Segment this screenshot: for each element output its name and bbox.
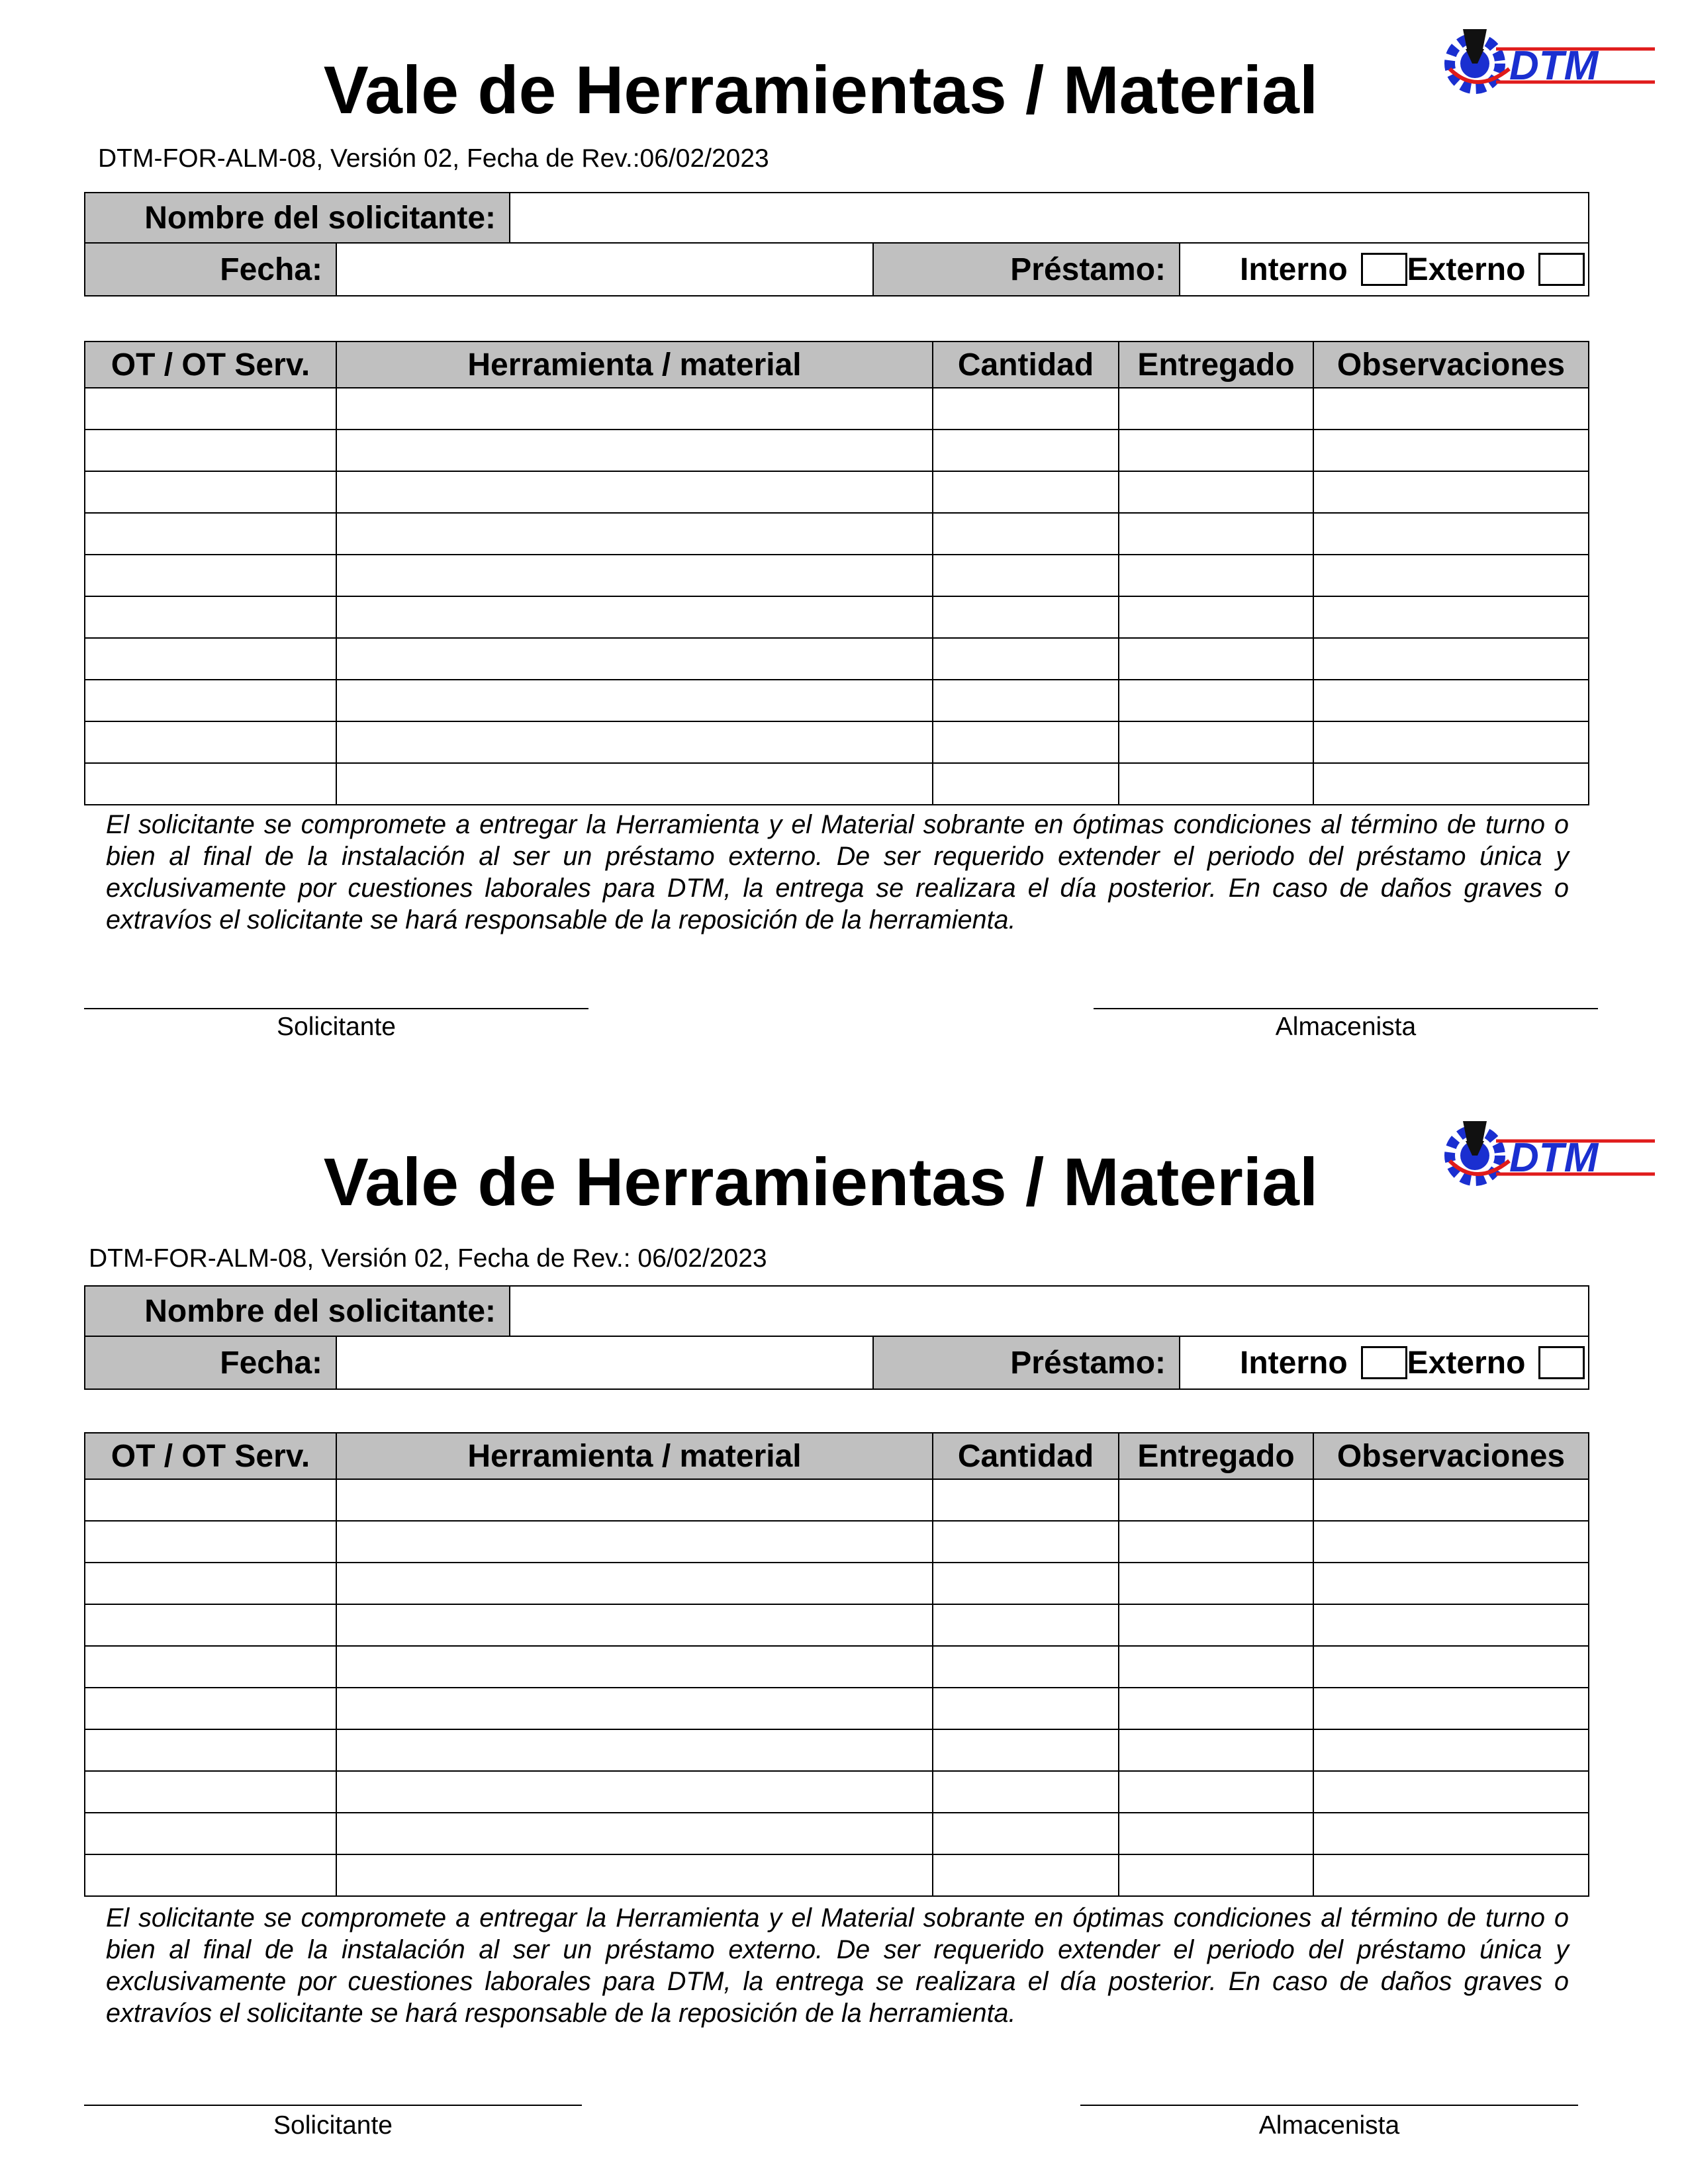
items-table [84, 341, 1589, 805]
form-title: Vale de Herramientas / Material [323, 52, 1319, 128]
tool-material-cell[interactable] [336, 1479, 933, 1521]
table-row [85, 1479, 1589, 1521]
tool-material-cell[interactable] [336, 1813, 933, 1854]
storekeeper-signature-line[interactable] [1080, 2105, 1578, 2106]
table-row [85, 388, 1589, 430]
items-table [84, 1432, 1589, 1897]
ot-cell[interactable] [85, 721, 336, 763]
tool-material-cell[interactable] [336, 680, 933, 721]
delivered-cell[interactable] [1119, 1563, 1313, 1604]
quantity-cell[interactable] [933, 763, 1119, 805]
ot-cell[interactable] [85, 763, 336, 805]
table-row [85, 1729, 1589, 1771]
observations-cell[interactable] [1313, 1771, 1589, 1813]
delivered-cell[interactable] [1119, 596, 1313, 638]
table-row [85, 430, 1589, 471]
delivered-cell[interactable] [1119, 513, 1313, 555]
delivered-cell[interactable] [1119, 1854, 1313, 1896]
delivered-cell[interactable] [1119, 1771, 1313, 1813]
table-row [85, 1646, 1589, 1688]
column-header-observations: Observaciones [1313, 1433, 1589, 1479]
ot-cell[interactable] [85, 1729, 336, 1771]
column-header-delivered: Entregado [1119, 1433, 1313, 1479]
storekeeper-signature-line[interactable] [1094, 1008, 1598, 1009]
observations-cell[interactable] [1313, 596, 1589, 638]
date-field[interactable] [336, 243, 873, 296]
quantity-cell[interactable] [933, 1604, 1119, 1646]
tool-material-cell[interactable] [336, 513, 933, 555]
ot-cell[interactable] [85, 471, 336, 513]
quantity-cell[interactable] [933, 1771, 1119, 1813]
delivered-cell[interactable] [1119, 1646, 1313, 1688]
observations-cell[interactable] [1313, 555, 1589, 596]
delivered-cell[interactable] [1119, 388, 1313, 430]
tool-material-cell[interactable] [336, 1771, 933, 1813]
quantity-cell[interactable] [933, 680, 1119, 721]
quantity-cell[interactable] [933, 1646, 1119, 1688]
quantity-cell[interactable] [933, 1854, 1119, 1896]
item-rows [85, 388, 1589, 805]
ot-cell[interactable] [85, 1479, 336, 1521]
external-checkbox[interactable] [1538, 253, 1585, 286]
loan-type-options [1180, 243, 1589, 296]
document-code: DTM-FOR-ALM-08, Versión 02, Fecha de Rev.:06/02/2023 [98, 144, 769, 173]
storekeeper-signature-label: Almacenista [1275, 1013, 1417, 1041]
quantity-cell[interactable] [933, 721, 1119, 763]
quantity-cell[interactable] [933, 430, 1119, 471]
table-row [85, 1854, 1589, 1896]
item-rows [85, 1479, 1589, 1896]
requester-signature-label: Solicitante [273, 2111, 393, 2140]
observations-cell[interactable] [1313, 513, 1589, 555]
column-header-delivered: Entregado [1119, 341, 1313, 388]
quantity-cell[interactable] [933, 513, 1119, 555]
disclaimer-text: El solicitante se compromete a entregar la Herramienta y el Material sobrante en óptimas condiciones al término de turno o bien al final de la instalación al ser un préstamo externo. De ser requerido extender el periodo del préstamo única y exclusivamente por cuestiones laborales para DTM, la entrega se realizara el día posterior. En caso de daños graves o extravíos el solicitante se hará responsable de la reposición de la herramienta. [106, 1903, 1569, 2028]
svg-text:DTM: DTM [1509, 43, 1599, 89]
ot-cell[interactable] [85, 1646, 336, 1688]
ot-cell[interactable] [85, 1604, 336, 1646]
observations-cell[interactable] [1313, 1521, 1589, 1563]
tool-material-cell[interactable] [336, 430, 933, 471]
ot-cell[interactable] [85, 596, 336, 638]
requester-info-table [84, 192, 1589, 296]
delivered-cell[interactable] [1119, 1729, 1313, 1771]
tool-material-cell[interactable] [336, 1646, 933, 1688]
date-label: Fecha: [85, 243, 336, 296]
disclaimer-text: El solicitante se compromete a entregar la Herramienta y el Material sobrante en óptimas condiciones al término de turno o bien al final de la instalación al ser un préstamo externo. De ser requerido extender el periodo del préstamo única y exclusivamente por cuestiones laborales para DTM, la entrega se realizara el día posterior. En caso de daños graves o extravíos el solicitante se hará responsable de la reposición de la herramienta. [106, 810, 1569, 934]
ot-cell[interactable] [85, 555, 336, 596]
external-option [1407, 251, 1585, 288]
ot-cell[interactable] [85, 638, 336, 680]
table-row [85, 555, 1589, 596]
delivered-cell[interactable] [1119, 1688, 1313, 1729]
internal-option [1240, 251, 1407, 288]
document-code: DTM-FOR-ALM-08, Versión 02, Fecha de Rev.: 06/02/2023 [89, 1244, 767, 1273]
column-header-quantity: Cantidad [933, 341, 1119, 388]
observations-cell[interactable] [1313, 1563, 1589, 1604]
quantity-cell[interactable] [933, 596, 1119, 638]
observations-cell[interactable] [1313, 1604, 1589, 1646]
table-row [85, 763, 1589, 805]
quantity-cell[interactable] [933, 1729, 1119, 1771]
delivered-cell[interactable] [1119, 721, 1313, 763]
requester-name-field[interactable] [510, 193, 1589, 243]
quantity-cell[interactable] [933, 1479, 1119, 1521]
table-row [85, 680, 1589, 721]
observations-cell[interactable] [1313, 1479, 1589, 1521]
observations-cell[interactable] [1313, 1688, 1589, 1729]
external-label: Externo [1407, 251, 1526, 287]
tool-material-cell[interactable] [336, 596, 933, 638]
table-row [85, 513, 1589, 555]
table-row [85, 1813, 1589, 1854]
observations-cell[interactable] [1313, 1729, 1589, 1771]
quantity-cell[interactable] [933, 638, 1119, 680]
observations-cell[interactable] [1313, 471, 1589, 513]
date-field[interactable] [336, 1336, 873, 1389]
delivered-cell[interactable] [1119, 430, 1313, 471]
loan-label: Préstamo: [873, 1336, 1180, 1389]
table-row [85, 1563, 1589, 1604]
ot-cell[interactable] [85, 1563, 336, 1604]
table-row [85, 638, 1589, 680]
tool-material-cell[interactable] [336, 388, 933, 430]
table-row [85, 1521, 1589, 1563]
voucher-form [0, 1092, 1688, 2177]
column-header-tool-material: Herramienta / material [336, 341, 933, 388]
tool-material-cell[interactable] [336, 1563, 933, 1604]
external-option [1407, 1345, 1585, 1381]
column-header-tool-material: Herramienta / material [336, 1433, 933, 1479]
ot-cell[interactable] [85, 513, 336, 555]
tool-material-cell[interactable] [336, 1854, 933, 1896]
requester-name-label: Nombre del solicitante: [85, 1286, 510, 1336]
delivered-cell[interactable] [1119, 1604, 1313, 1646]
observations-cell[interactable] [1313, 1646, 1589, 1688]
internal-checkbox[interactable] [1361, 1346, 1407, 1379]
quantity-cell[interactable] [933, 555, 1119, 596]
table-row [85, 1771, 1589, 1813]
quantity-cell[interactable] [933, 1813, 1119, 1854]
tool-material-cell[interactable] [336, 638, 933, 680]
column-header-observations: Observaciones [1313, 341, 1589, 388]
delivered-cell[interactable] [1119, 1479, 1313, 1521]
tool-material-cell[interactable] [336, 721, 933, 763]
table-row [85, 596, 1589, 638]
ot-cell[interactable] [85, 1688, 336, 1729]
delivered-cell[interactable] [1119, 555, 1313, 596]
tool-material-cell[interactable] [336, 1604, 933, 1646]
observations-cell[interactable] [1313, 388, 1589, 430]
date-label: Fecha: [85, 1336, 336, 1389]
tool-material-cell[interactable] [336, 763, 933, 805]
delivered-cell[interactable] [1119, 680, 1313, 721]
delivered-cell[interactable] [1119, 638, 1313, 680]
form-title: Vale de Herramientas / Material [323, 1144, 1319, 1220]
ot-cell[interactable] [85, 680, 336, 721]
tool-material-cell[interactable] [336, 1688, 933, 1729]
delivered-cell[interactable] [1119, 471, 1313, 513]
table-row [85, 471, 1589, 513]
observations-cell[interactable] [1313, 763, 1589, 805]
table-row [85, 1688, 1589, 1729]
tool-material-cell[interactable] [336, 471, 933, 513]
observations-cell[interactable] [1313, 1854, 1589, 1896]
requester-info-table [84, 1285, 1589, 1390]
voucher-form [0, 0, 1688, 1085]
internal-checkbox[interactable] [1361, 253, 1407, 286]
observations-cell[interactable] [1313, 680, 1589, 721]
loan-type-options [1180, 1336, 1589, 1389]
requester-name-field[interactable] [510, 1286, 1589, 1336]
observations-cell[interactable] [1313, 1813, 1589, 1854]
table-row [85, 1604, 1589, 1646]
requester-name-label: Nombre del solicitante: [85, 193, 510, 243]
internal-label: Interno [1240, 251, 1348, 287]
quantity-cell[interactable] [933, 388, 1119, 430]
ot-cell[interactable] [85, 1771, 336, 1813]
observations-cell[interactable] [1313, 721, 1589, 763]
tool-material-cell[interactable] [336, 1729, 933, 1771]
loan-label: Préstamo: [873, 243, 1180, 296]
ot-cell[interactable] [85, 388, 336, 430]
quantity-cell[interactable] [933, 1563, 1119, 1604]
requester-signature-line[interactable] [84, 1008, 588, 1009]
storekeeper-signature-label: Almacenista [1258, 2111, 1400, 2140]
delivered-cell[interactable] [1119, 763, 1313, 805]
external-checkbox[interactable] [1538, 1346, 1585, 1379]
column-header-ot: OT / OT Serv. [85, 341, 336, 388]
requester-signature-label: Solicitante [277, 1013, 396, 1041]
ot-cell[interactable] [85, 430, 336, 471]
observations-cell[interactable] [1313, 430, 1589, 471]
tool-material-cell[interactable] [336, 555, 933, 596]
column-header-quantity: Cantidad [933, 1433, 1119, 1479]
requester-signature-line[interactable] [84, 2105, 582, 2106]
tool-material-cell[interactable] [336, 1521, 933, 1563]
internal-option [1240, 1345, 1407, 1381]
delivered-cell[interactable] [1119, 1521, 1313, 1563]
external-label: Externo [1407, 1345, 1526, 1381]
quantity-cell[interactable] [933, 471, 1119, 513]
ot-cell[interactable] [85, 1521, 336, 1563]
ot-cell[interactable] [85, 1854, 336, 1896]
quantity-cell[interactable] [933, 1521, 1119, 1563]
table-row [85, 721, 1589, 763]
delivered-cell[interactable] [1119, 1813, 1313, 1854]
quantity-cell[interactable] [933, 1688, 1119, 1729]
internal-label: Interno [1240, 1345, 1348, 1381]
ot-cell[interactable] [85, 1813, 336, 1854]
observations-cell[interactable] [1313, 638, 1589, 680]
column-header-ot: OT / OT Serv. [85, 1433, 336, 1479]
svg-text:DTM: DTM [1509, 1135, 1599, 1181]
